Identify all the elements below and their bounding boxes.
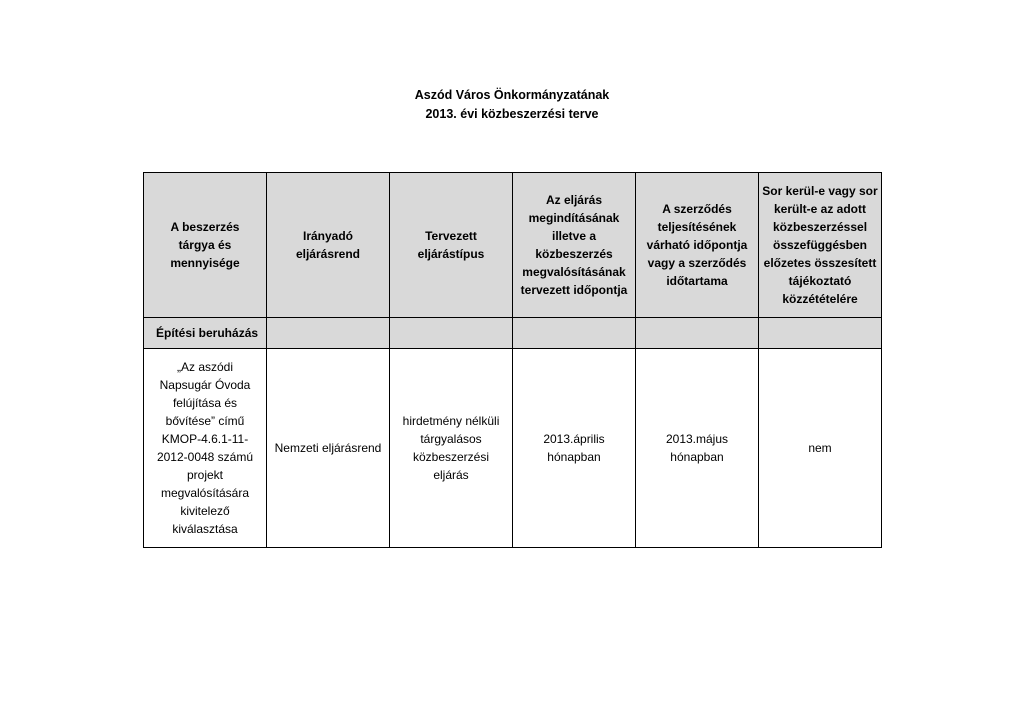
cell-procedure-regime-text: Nemzeti eljárásrend — [274, 441, 382, 455]
header-prior-notice — [759, 173, 882, 318]
cell-completion — [636, 349, 759, 548]
document-subtitle: 2013. évi közbeszerzési terve — [425, 107, 599, 121]
cell-procedure-regime — [267, 349, 390, 548]
cell-start-date — [513, 349, 636, 548]
cell-procedure-type-text: hirdetmény nélküli tárgyalásos közbeszerzési eljárás — [402, 414, 500, 482]
section-row — [144, 318, 882, 349]
header-start-date-label: Az eljárás megindításának illetve a közbeszerzés megvalósításának tervezett időpontja — [520, 193, 628, 297]
table-row — [144, 349, 882, 548]
header-start-date — [513, 173, 636, 318]
section-cell — [513, 318, 636, 349]
header-procedure-type — [390, 173, 513, 318]
cell-subject-text: „Az aszódi Napsugár Óvoda felújítása és bővítése” című KMOP-4.6.1-11-2012-0048 számú projekt megvalósítására kivitelező kiválasztása — [156, 360, 254, 536]
section-cell — [759, 318, 882, 349]
section-label: Építési beruházás — [144, 318, 267, 349]
cell-prior-notice — [759, 349, 882, 548]
header-procedure-regime-label: Irányadó eljárásrend — [295, 229, 361, 261]
header-subject-label: A beszerzés tárgya és mennyisége — [170, 220, 240, 270]
header-procedure-type-label: Tervezett eljárástípus — [417, 229, 485, 261]
cell-prior-notice-text: nem — [808, 441, 832, 455]
procurement-plan-table — [143, 172, 882, 548]
table-header-row — [144, 173, 882, 318]
cell-subject — [144, 349, 267, 548]
header-procedure-regime — [267, 173, 390, 318]
section-cell — [267, 318, 390, 349]
document-title: Aszód Város Önkormányzatának — [414, 88, 610, 102]
section-cell — [636, 318, 759, 349]
cell-completion-text: 2013.május hónapban — [665, 432, 729, 464]
header-subject — [144, 173, 267, 318]
header-completion-label: A szerződés teljesítésének várható időpontja vagy a szerződés időtartama — [646, 202, 748, 288]
cell-procedure-type — [390, 349, 513, 548]
header-prior-notice-label: Sor kerül-e vagy sor került-e az adott közbeszerzéssel összefüggésben előzetes összesített tájékoztató közzétételére — [762, 184, 878, 306]
header-completion — [636, 173, 759, 318]
section-cell — [390, 318, 513, 349]
cell-start-date-text: 2013.április hónapban — [543, 432, 605, 464]
